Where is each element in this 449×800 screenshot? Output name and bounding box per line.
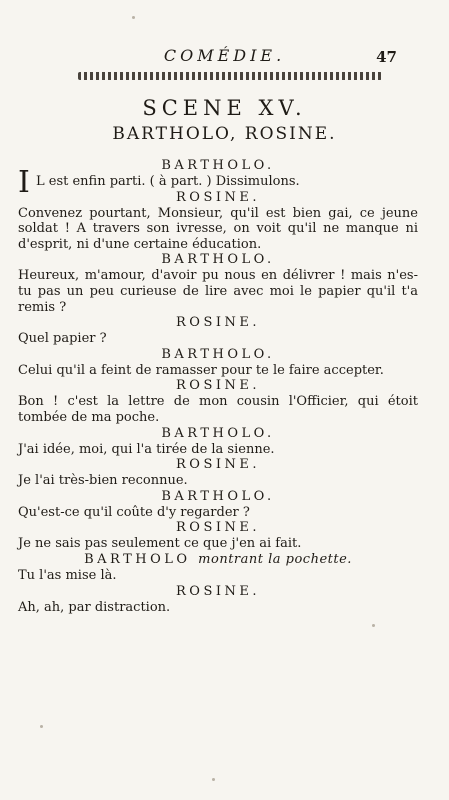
speech-text: Celui qu'il a feint de ramasser pour te le faire accepter.: [18, 362, 384, 378]
speaker-label: BARTHOLO.: [161, 252, 275, 268]
paper-speck: [372, 624, 375, 627]
speaker-name: BARTHOLO: [84, 551, 191, 567]
running-head: [0, 44, 449, 68]
speech-line: L est enfin parti. ( à part. ) Dissimulons.: [36, 174, 300, 189]
speaker-label: ROSINE.: [176, 189, 260, 205]
paper-speck: [40, 725, 43, 728]
drop-capital: I: [18, 165, 30, 200]
speaker-label: ROSINE.: [176, 457, 260, 473]
scene-heading: SCENE XV.: [142, 96, 307, 120]
speech-text: Heureux, m'amour, d'avoir pu nous en délivrer ! mais n'es-tu pas un peu curieuse de lire avec moi le papier qu'il t'a remis ?: [18, 268, 418, 315]
speech-text: Tu l'as mise là.: [18, 567, 117, 583]
speech-text: Bon ! c'est la lettre de mon cousin l'Officier, qui étoit tombée de ma poche.: [18, 394, 418, 425]
speech-text: Je l'ai très-bien reconnue.: [18, 473, 188, 489]
speaker-label: BARTHOLO.: [161, 158, 275, 173]
speaker-label-with-stage-direction: [18, 552, 418, 568]
speech-text: Convenez pourtant, Monsieur, qu'il est bien gai, ce jeune soldat ! A travers son ivresse, on voit qu'il ne manque ni d'esprit, ni d'une certaine éducation.: [18, 205, 418, 252]
running-title: COMÉDIE.: [163, 46, 286, 65]
speech-text: Quel papier ?: [18, 331, 107, 347]
paper-speck: [132, 16, 135, 19]
scene-characters: BARTHOLO, ROSINE.: [112, 124, 337, 144]
speech-text: Ah, ah, par distraction.: [18, 599, 171, 615]
speaker-label: BARTHOLO.: [161, 425, 275, 441]
speaker-label: BARTHOLO.: [161, 346, 275, 362]
speaker-label: BARTHOLO.: [161, 488, 275, 504]
speech-text: Qu'est-ce qu'il coûte d'y regarder ?: [18, 504, 250, 520]
ornament-rule: [78, 72, 382, 80]
speech-text: J'ai idée, moi, qui l'a tirée de la sienne.: [18, 441, 275, 457]
stage-direction: montrant la pochette.: [198, 551, 352, 567]
speaker-label: ROSINE.: [176, 583, 260, 599]
speaker-label: ROSINE.: [176, 520, 260, 536]
paper-speck: [212, 778, 215, 781]
speaker-label: ROSINE.: [176, 378, 260, 394]
dialogue-block: [18, 158, 418, 615]
speech-text: Je ne sais pas seulement ce que j'en ai fait.: [18, 536, 302, 552]
page-number: 47: [376, 48, 397, 66]
speaker-label: ROSINE.: [176, 315, 260, 331]
